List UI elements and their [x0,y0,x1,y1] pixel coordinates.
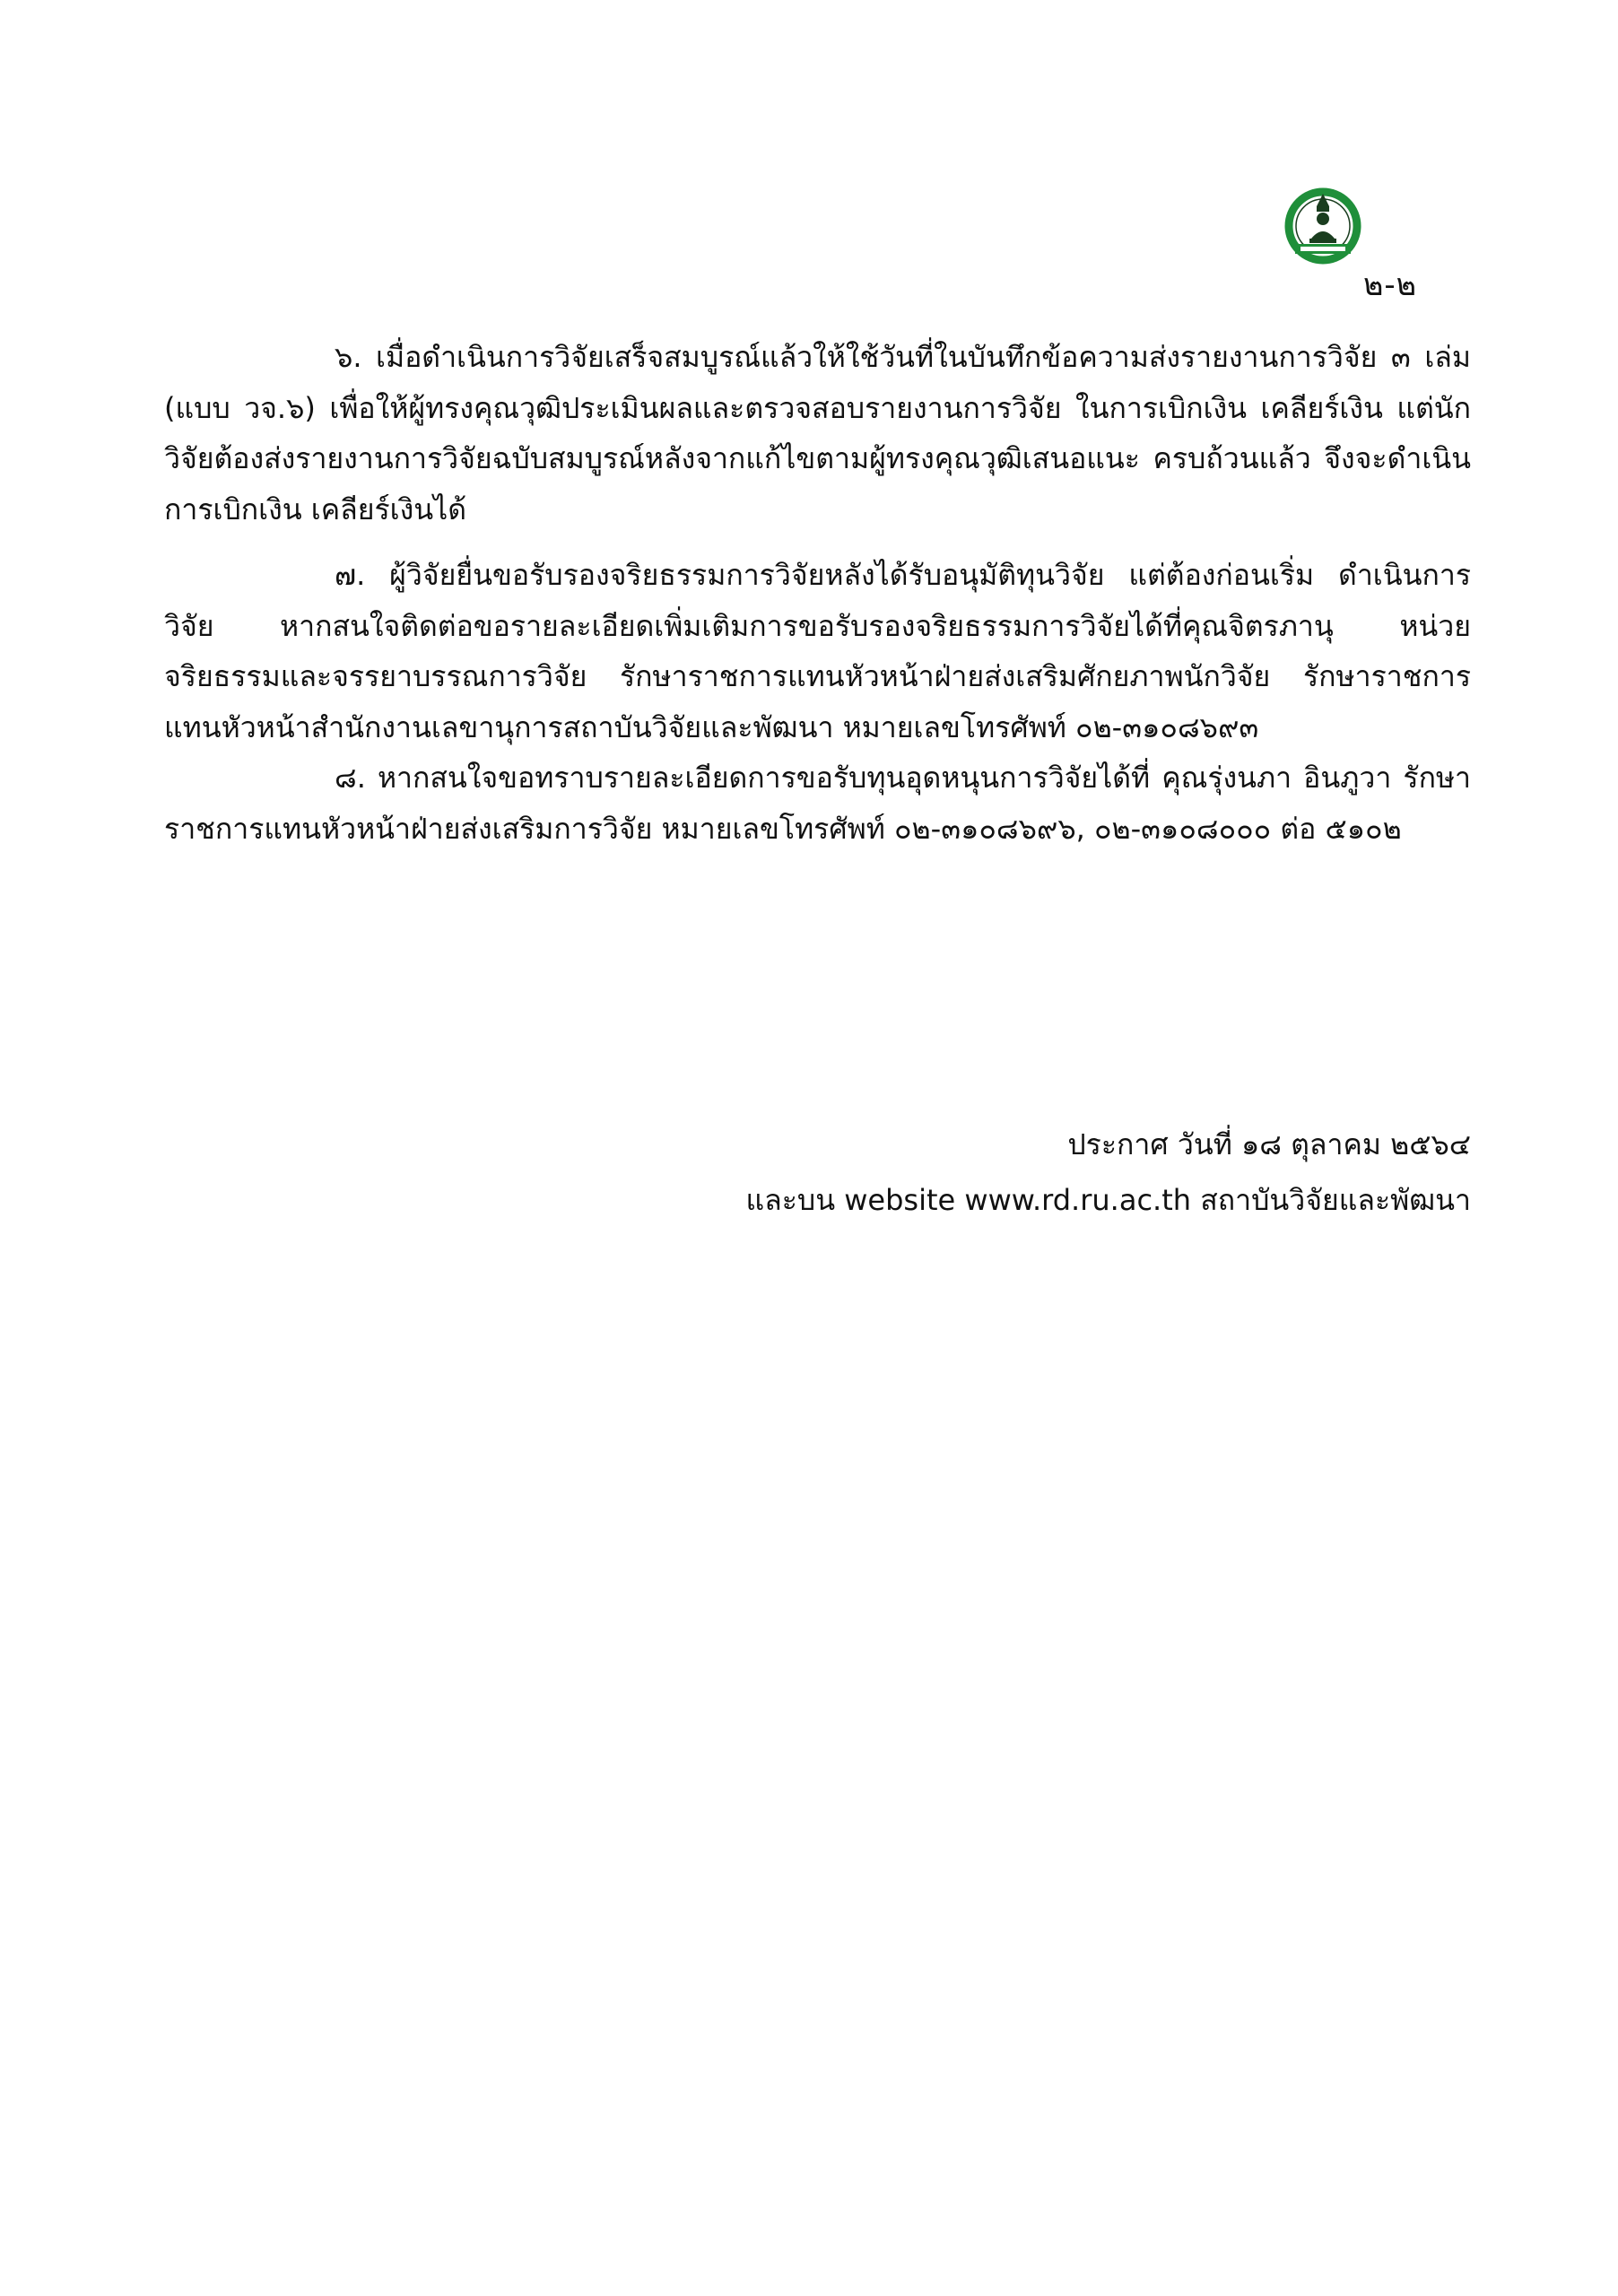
signoff-block [745,1117,1471,1228]
university-seal-logo [1283,179,1363,269]
page-number: ๒-๒ [1363,267,1418,303]
paragraph-6: ๖. เมื่อดำเนินการวิจัยเสร็จสมบูรณ์แล้วให้ใช้วันที่ในบันทึกข้อความส่งรายงานการวิจัย ๓ เล่ม (แบบ วจ.๖) เพื่อให้ผู้ทรงคุณวุฒิประเมินผลและตรวจสอบรายงานการวิจัย ในการเบิกเงิน เคลียร์เงิน แต่นักวิจัยต้องส่งรายงานการวิจัยฉบับสมบูรณ์หลังจากแก้ไขตามผู้ทรงคุณวุฒิเสนอแนะ ครบถ้วนแล้ว จึงจะดำเนินการเบิกเงิน เคลียร์เงินได้ [164,340,1471,526]
body-text [164,332,1471,854]
announcement-date: ประกาศ วันที่ ๑๘ ตุลาคม ๒๕๖๔ [1067,1127,1471,1161]
paragraph-8: ๘. หากสนใจขอทราบรายละเอียดการขอรับทุนอุดหนุนการวิจัยได้ที่ คุณรุ่งนภา อินภูวา รักษาราชการแทนหัวหน้าฝ่ายส่งเสริมการวิจัย หมายเลขโทรศัพท์ ๐๒-๓๑๐๘๖๙๖, ๐๒-๓๑๐๘๐๐๐ ต่อ ๕๑๐๒ [164,761,1471,846]
paragraph-7: ๗. ผู้วิจัยยื่นขอรับรองจริยธรรมการวิจัยหลังได้รับอนุมัติทุนวิจัย แต่ต้องก่อนเริ่ม ดำเนินการวิจัย หากสนใจติดต่อขอรายละเอียดเพิ่มเติมการขอรับรองจริยธรรมการวิจัยได้ที่คุณจิตรภานุ หน่วยจริยธรรมและจรรยาบรรณการวิจัย รักษาราชการแทนหัวหน้าฝ่ายส่งเสริมศักยภาพนักวิจัย รักษาราชการแทนหัวหน้าสำนักงานเลขานุการสถาบันวิจัยและพัฒนา หมายเลขโทรศัพท์ ๐๒-๓๑๐๘๖๙๓ [164,558,1471,744]
website-notice: และบน website www.rd.ru.ac.th สถาบันวิจัยและพัฒนา [745,1183,1471,1217]
